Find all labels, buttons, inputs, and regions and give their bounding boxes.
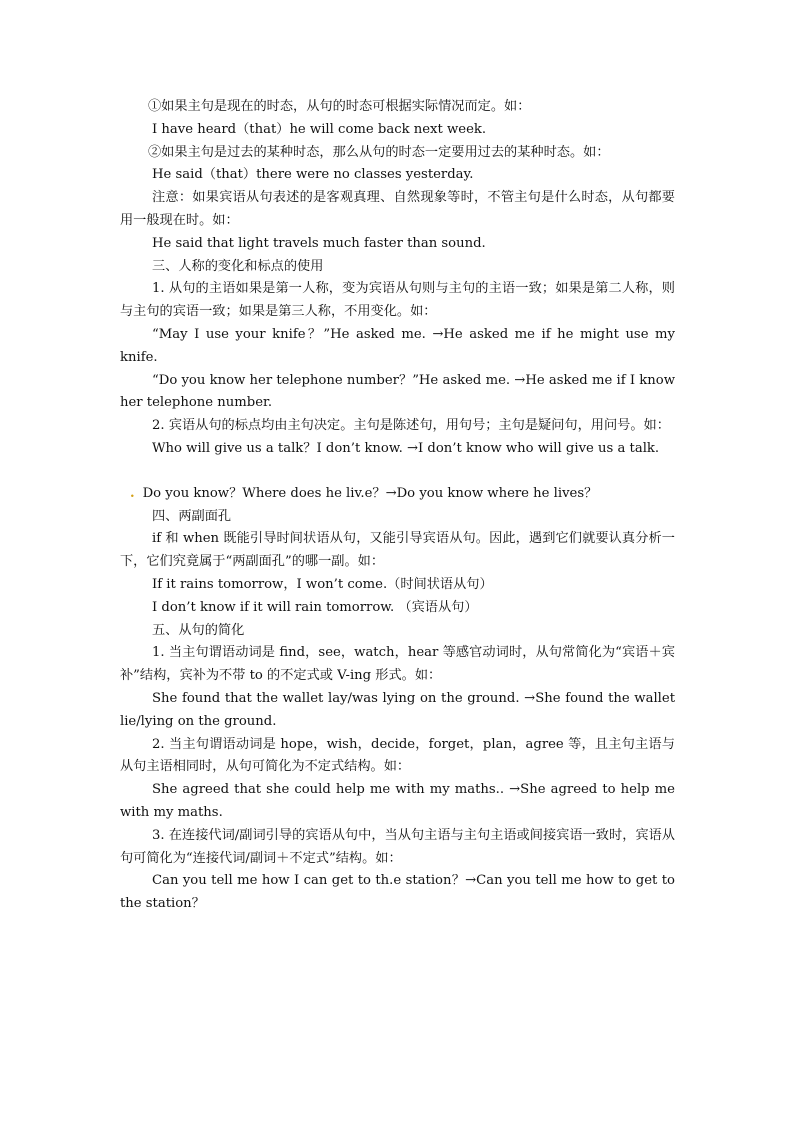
dot-mark: . [130, 485, 135, 501]
rule-past-tense: ②如果主句是过去的某种时态，那么从句的时态一定要用过去的某种时态。如： [148, 144, 610, 160]
section-heading-person: 三、人称的变化和标点的使用 [152, 258, 324, 274]
example-sentence: I don’t know if it will rain tomorrow. （宾语从句） [152, 599, 478, 615]
rule-person-change: 1. 从句的主语如果是第一人称，变为宾语从句则与主句的主语一致；如果是第二人称，则与主句的宾语一致；如果是第三人称，不用变化。如： [120, 281, 675, 320]
document-page [120, 96, 675, 916]
section-heading-two-faces: 四、两副面孔 [152, 508, 232, 524]
example-sentence: He said that light travels much faster than sound. [152, 235, 486, 251]
example-sentence: Who will give us a talk？I don’t know. →I don’t know who will give us a talk. [152, 440, 660, 456]
blank-line [120, 461, 675, 483]
rule-infinitive: 2. 当主句谓语动词是 hope，wish，decide，forget，plan，agree 等，且主句主语与从句主语相同时，从句可简化为不定式结构。如： [120, 736, 675, 775]
rule-connective-infinitive: 3. 在连接代词/副词引导的宾语从句中，当从句主语与主句主语或间接宾语一致时，宾语从句可简化为“连接代词/副词＋不定式”结构。如： [120, 827, 675, 866]
note-paragraph: 注意：如果宾语从句表述的是客观真理、自然现象等时，不管主句是什么时态，从句都要用一般现在时。如： [120, 190, 675, 228]
rule-sense-verbs: 1. 当主句谓语动词是 find，see，watch，hear 等感官动词时，从句常简化为“宾语＋宾补”结构，宾补为不带 to 的不定式或 V-ing 形式。如： [120, 645, 675, 684]
example-sentence: He said（that）there were no classes yesterday. [152, 167, 474, 183]
example-sentence: Can you tell me how I can get to th.e station？→Can you tell me how to get to the station？ [120, 873, 675, 912]
example-sentence: “Do you know her telephone number？”He asked me. →He asked me if I know her telephone number. [120, 372, 675, 411]
example-sentence: “May I use your knife？”He asked me. →He asked me if he might use my knife. [120, 326, 675, 365]
rule-punctuation: 2. 宾语从句的标点均由主句决定。主句是陈述句，用句号；主句是疑问句，用问号。如： [152, 418, 670, 434]
rule-present-tense: ①如果主句是现在的时态，从句的时态可根据实际情况而定。如： [148, 99, 531, 114]
example-sentence [120, 483, 675, 506]
rule-if-when: if 和 when 既能引导时间状语从句，又能引导宾语从句。因此，遇到它们就要认真分析一下，它们究竟属于“两副面孔”的哪一副。如： [120, 531, 675, 570]
section-heading-simplify: 五、从句的简化 [152, 622, 245, 638]
example-text: Do you know？Where does he liv.e？→Do you know where he lives？ [142, 485, 598, 501]
example-sentence: If it rains tomorrow，I won’t come.（时间状语从句） [152, 576, 493, 592]
example-sentence: She agreed that she could help me with my maths.. →She agreed to help me with my maths. [120, 782, 675, 820]
example-sentence: I have heard（that）he will come back next week. [152, 121, 487, 137]
example-sentence: She found that the wallet lay/was lying on the ground. →She found the wallet lie/lying on the ground. [120, 690, 675, 729]
